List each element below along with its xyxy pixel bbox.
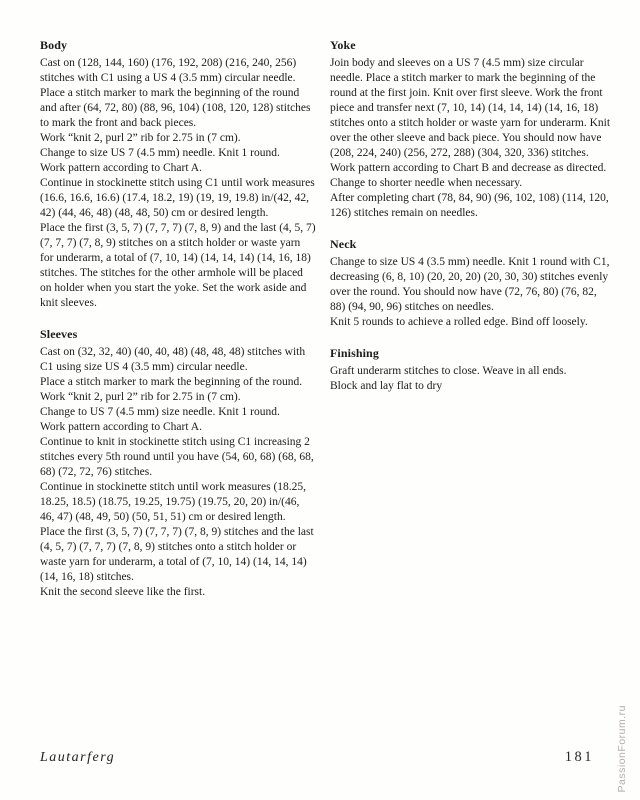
- paragraph: Knit 5 rounds to achieve a rolled edge. Bind off loosely.: [330, 316, 588, 328]
- right-column: [330, 38, 612, 410]
- section-heading-neck: Neck: [330, 237, 357, 251]
- watermark-text: PassionForum.ru: [616, 704, 628, 792]
- section-neck: [330, 237, 612, 330]
- paragraph: Change to size US 7 (4.5 mm) needle. Knit 1 round.: [40, 147, 280, 159]
- section-heading-body: Body: [40, 38, 68, 52]
- page-number: 181: [564, 749, 594, 765]
- paragraph: After completing chart (78, 84, 90) (96, 102, 108) (114, 120, 126) stitches remain on needles.: [330, 192, 609, 219]
- paragraph: Work pattern according to Chart A.: [40, 421, 202, 433]
- paragraph: Work “knit 2, purl 2” rib for 2.75 in (7 cm).: [40, 132, 241, 144]
- paragraph: Work pattern according to Chart A.: [40, 162, 202, 174]
- author-signature: Lautarferg: [40, 750, 116, 765]
- paragraph: Continue to knit in stockinette stitch using C1 increasing 2 stitches every 5th round until you have (54, 60, 68) (68, 68, 68) (72, 72, 76) stitches.: [40, 436, 314, 478]
- paragraph: Continue in stockinette stitch until work measures (18.25, 18.25, 18.5) (18.75, 19.25, 19.75) (19.75, 20, 20) in/(46, 46, 47) (48, 49, 50) (50, 51, 51) cm or desired length.: [40, 481, 307, 523]
- paragraph: Place the first (3, 5, 7) (7, 7, 7) (7, 8, 9) and the last (4, 5, 7) (7, 7, 7) (7, 8, 9) stitches on a stitch holder or waste yarn for underarm, a total of (7, 10, 14) (14, 14, 14) (14, 16, 18) stitches. The stitches for the other armhole will be placed on holder when you start the yoke. Set the work aside and knit sleeves.: [40, 222, 316, 309]
- paragraph: Cast on (32, 32, 40) (40, 40, 48) (48, 48, 48) stitches with C1 using size US 4 (3.5 mm) circular needle.: [40, 346, 306, 373]
- paragraph: Block and lay flat to dry: [330, 380, 443, 392]
- section-heading-finishing: Finishing: [330, 346, 379, 360]
- paragraph: Graft underarm stitches to close. Weave in all ends.: [330, 365, 567, 377]
- section-sleeves: [40, 327, 316, 600]
- paragraph: Join body and sleeves on a US 7 (4.5 mm) size circular needle. Place a stitch marker to mark the beginning of the round at the first join. Knit over first sleeve. Work the front piece and transfer next (7, 10, 14) (14, 14, 14) (14, 16, 18) stitches onto a stitch holder or waste yarn for underarm. Knit over the other sleeve and back piece. You should now have (208, 224, 240) (256, 272, 288) (304, 320, 336) stitches.: [330, 57, 611, 159]
- section-yoke: [330, 38, 612, 221]
- section-body: [40, 38, 316, 311]
- paragraph: Continue in stockinette stitch using C1 until work measures (16.6, 16.6, 16.6) (17.4, 18.2, 19) (19, 19, 19.8) in/(42, 42, 42) (44, 46, 48) (48, 48, 50) cm or desired length.: [40, 177, 315, 219]
- paragraph: Place the first (3, 5, 7) (7, 7, 7) (7, 8, 9) stitches and the last (4, 5, 7) (7, 7, 7) (7, 8, 9) stitches onto a stitch holder or waste yarn for underarm, a total of (7, 10, 14) (14, 14, 14) (14, 16, 18) stitches.: [40, 526, 314, 583]
- paragraph: Place a stitch marker to mark the beginning of the round.: [40, 376, 303, 388]
- paragraph: Work pattern according to Chart B and decrease as directed. Change to shorter needle when necessary.: [330, 162, 607, 189]
- section-heading-sleeves: Sleeves: [40, 327, 78, 341]
- paragraph: Knit the second sleeve like the first.: [40, 586, 206, 598]
- paragraph: Change to size US 4 (3.5 mm) needle. Knit 1 round with C1, decreasing (6, 8, 10) (20, 20, 20) (20, 30, 30) stitches evenly over the round. You should now have (72, 76, 80) (76, 82, 88) (94, 90, 96) stitches on needles.: [330, 256, 610, 313]
- left-column: [40, 38, 316, 616]
- paragraph: Change to US 7 (4.5 mm) size needle. Knit 1 round.: [40, 406, 280, 418]
- paragraph: Work “knit 2, purl 2” rib for 2.75 in (7 cm).: [40, 391, 241, 403]
- section-heading-yoke: Yoke: [330, 38, 356, 52]
- section-finishing: [330, 346, 612, 394]
- paragraph: Cast on (128, 144, 160) (176, 192, 208) (216, 240, 256) stitches with C1 using a US 4 (3.5 mm) circular needle. Place a stitch marker to mark the beginning of the round and after (64, 72, 80) (88, 96, 104) (108, 120, 128) stitches to mark the front and back pieces.: [40, 57, 311, 129]
